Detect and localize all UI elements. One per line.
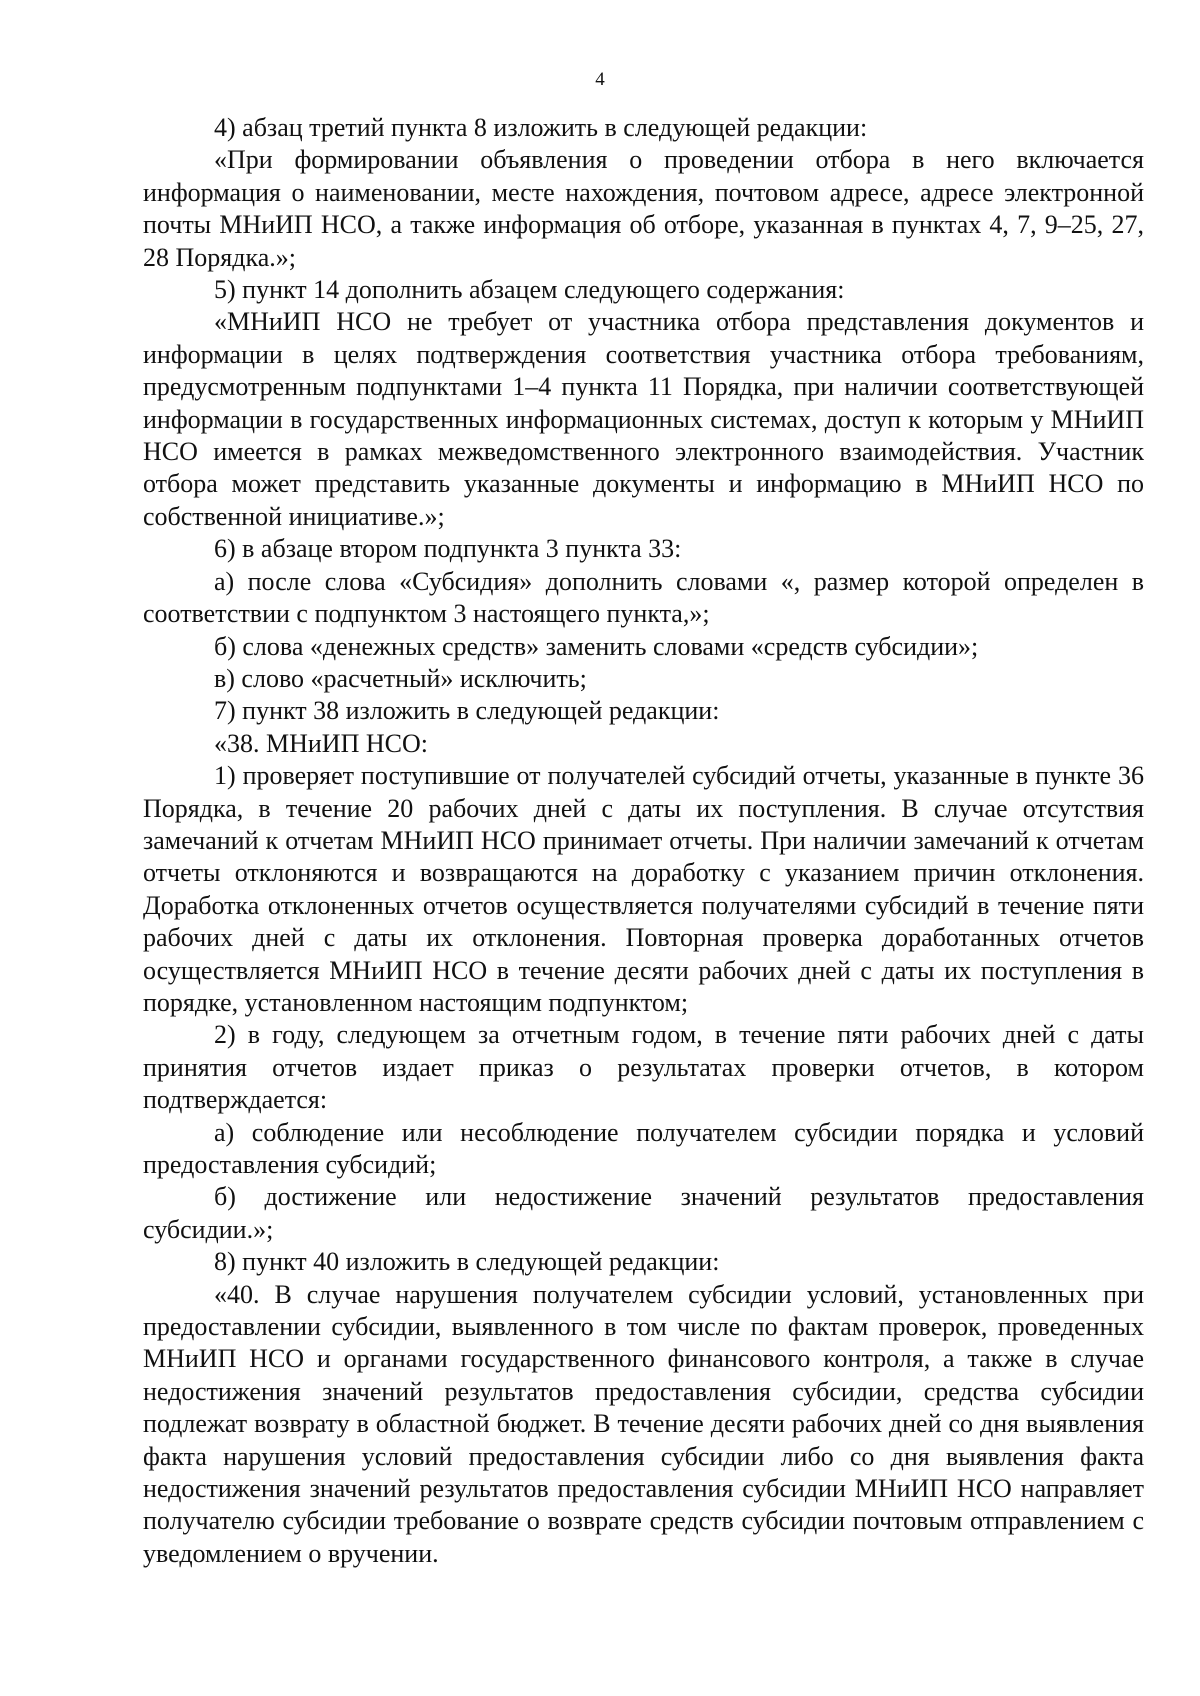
paragraph-item-6: 6) в абзаце втором подпункта 3 пункта 33: [214,534,682,564]
paragraph-item-5: 5) пункт 14 дополнить абзацем следующего содержания: [214,275,845,305]
quoted-subitem-38-1: 1) проверяет поступившие от получателей субсидий отчеты, указанные в пункте 36 Порядка, в течение 20 рабочих дней с даты их поступления. В случае отсутствия замечаний к отчетам МНиИП НСО принимает отчеты. При наличии замечаний к отчетам отчеты отклоняются и возвращаются на доработку с указанием причин отклонения. Доработка отклоненных отчетов осуществляется получателями субсидий в течение пяти рабочих дней с даты их отклонения. Повторная проверка доработанных отчетов осуществляется МНиИП НСО в течение десяти рабочих дней с даты их поступления в порядке, установленном настоящим подпунктом; [143,761,1144,1017]
paragraph-item-7: 7) пункт 38 изложить в следующей редакции: [214,696,720,726]
quoted-text-item-5: «МНиИП НСО не требует от участника отбора представления документов и информации в целях подтверждения соответствия участника отбора требованиям, предусмотренным подпунктами 1–4 пункта 11 Порядка, при наличии соответствующей информации в государственных информационных системах, доступ к которым у МНиИП НСО имеется в рамках межведомственного электронного взаимодействия. Участник отбора может представить указанные документы и информацию в МНиИП НСО по собственной инициативе.»; [143,307,1144,531]
quoted-text-item-40: «40. В случае нарушения получателем субсидии условий, установленных при предоставлении субсидии, выявленного в том числе по фактам проверок, проведенных МНиИП НСО и органами государственного финансового контроля, а также в случае недостижения значений результатов предоставления субсидии, средства субсидии подлежат возврату в областной бюджет. В течение десяти рабочих дней со дня выявления факта нарушения условий предоставления субсидии либо со дня выявления факта недостижения значений результатов предоставления субсидии МНиИП НСО направляет получателю субсидии требование о возврате средств субсидии почтовым отправлением с уведомлением о вручении. [143,1279,1144,1568]
subparagraph-6b: б) слова «денежных средств» заменить словами «средств субсидии»; [214,631,979,661]
quoted-subitem-38-2b: б) достижение или недостижение значений результатов предоставления субсидии.»; [143,1182,1144,1244]
quoted-heading-38: «38. МНиИП НСО: [214,728,428,758]
quoted-subitem-38-2a: а) соблюдение или несоблюдение получателем субсидии порядка и условий предоставления субсидий; [143,1117,1144,1179]
paragraph-item-4: 4) абзац третий пункта 8 изложить в следующей редакции: [214,113,868,142]
document-body [143,112,1144,1570]
quoted-subitem-38-2: 2) в году, следующем за отчетным годом, в течение пяти рабочих дней с даты принятия отчетов издает приказ о результатах проверки отчетов, в котором подтверждается: [143,1020,1144,1115]
subparagraph-6c: в) слово «расчетный» исключить; [214,663,587,693]
subparagraph-6a: а) после слова «Субсидия» дополнить словами «, размер которой определен в соответствии с подпунктом 3 настоящего пункта,»; [143,566,1144,629]
quoted-text-item-4: «При формировании объявления о проведении отбора в него включается информация о наименовании, месте нахождения, почтовом адресе, адресе электронной почты МНиИП НСО, а также информация об отборе, указанная в пунктах 4, 7, 9–25, 27, 28 Порядка.»; [143,145,1144,272]
paragraph-item-8: 8) пункт 40 изложить в следующей редакции: [214,1247,720,1277]
page-number: 4 [595,69,605,90]
